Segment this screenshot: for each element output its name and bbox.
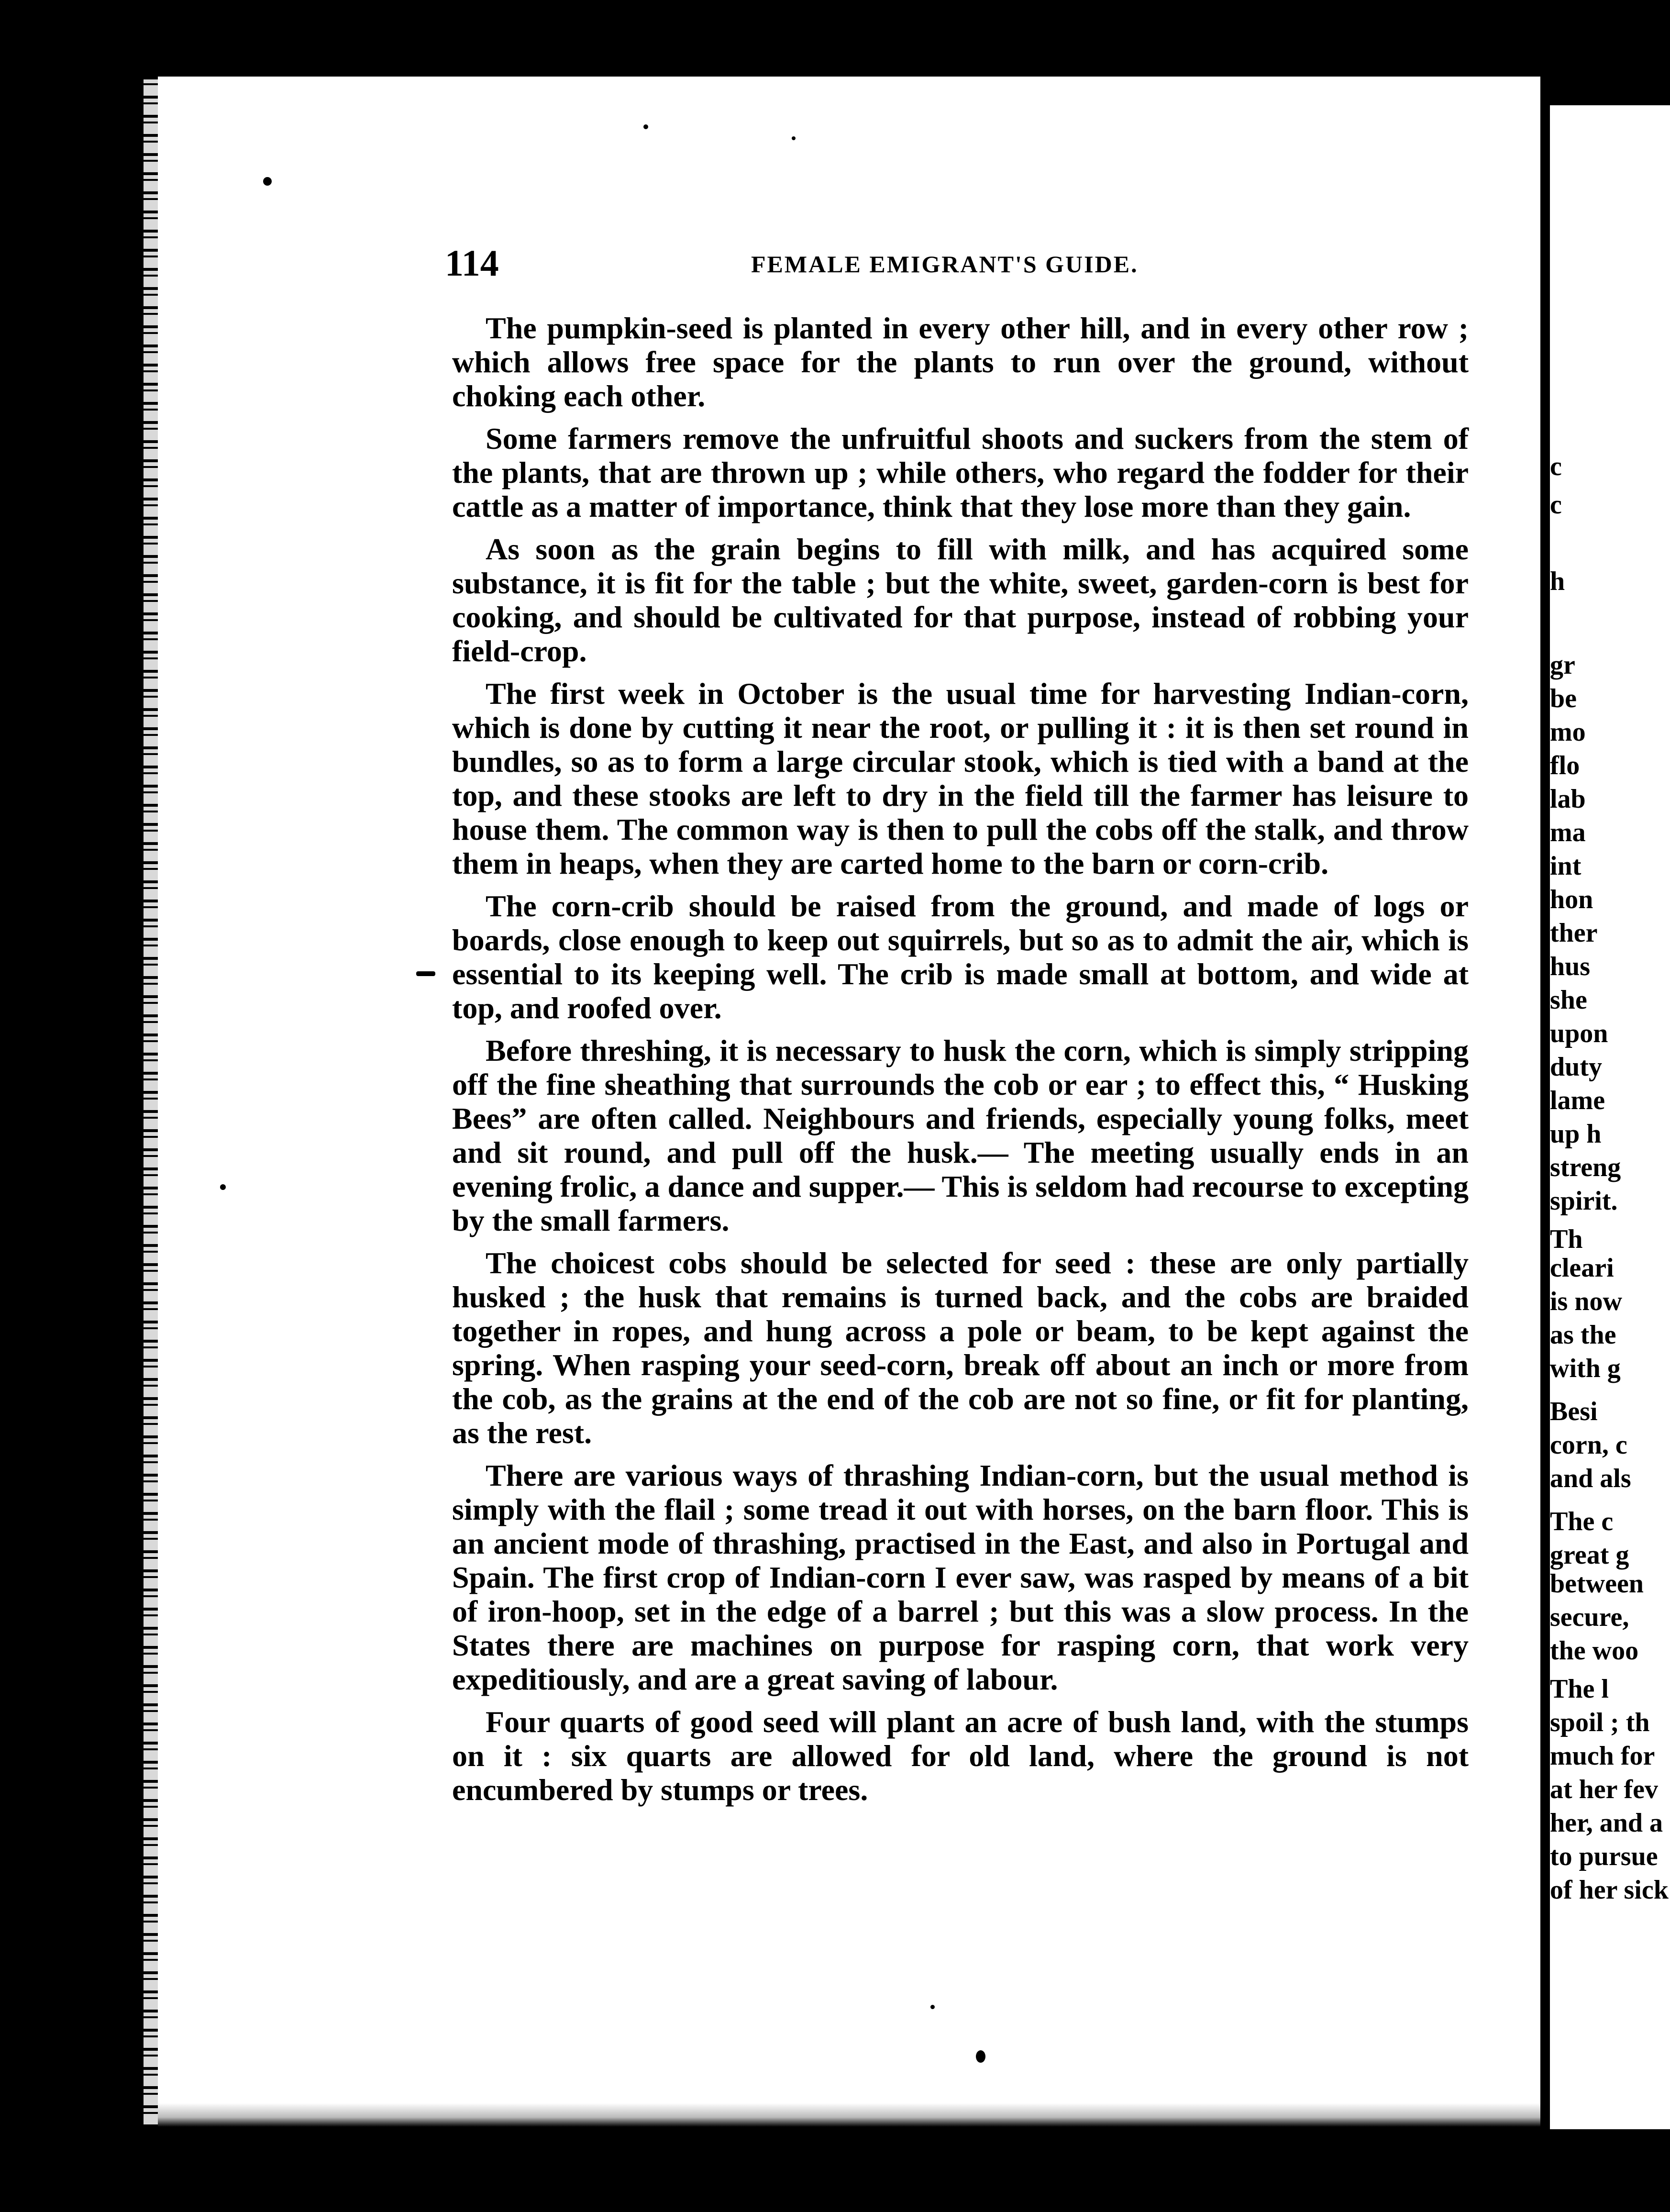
next-page-fragment: secure, xyxy=(1550,1602,1629,1632)
next-page-fragment: of her sick xyxy=(1550,1875,1669,1905)
next-page-fragment: the woo xyxy=(1550,1636,1639,1666)
scan-speck xyxy=(643,124,648,129)
next-page-fragment: c xyxy=(1550,490,1562,520)
scan-speck xyxy=(976,2050,985,2063)
next-page-edge xyxy=(1550,105,1670,2129)
next-page-fragment: c xyxy=(1550,452,1562,481)
next-page-fragment: she xyxy=(1550,985,1587,1015)
next-page-fragment: to pursue xyxy=(1550,1842,1658,1871)
next-page-fragment: ma xyxy=(1550,818,1586,847)
next-page-fragment: much for xyxy=(1550,1741,1655,1771)
scan-speck xyxy=(792,136,796,140)
scan-speck xyxy=(930,2005,935,2009)
next-page-fragment: int xyxy=(1550,851,1582,881)
next-page-fragment: be xyxy=(1550,684,1577,713)
next-page-fragment: hon xyxy=(1550,885,1593,914)
next-page-fragment: is now xyxy=(1550,1287,1622,1316)
next-page-fragment: at her fev xyxy=(1550,1775,1658,1804)
next-page-fragment: Besi xyxy=(1550,1397,1598,1426)
next-page-fragment: up h xyxy=(1550,1119,1602,1149)
paragraph-thrashing: There are various ways of thrashing Indian-corn, but the usual method is simply with the flail ; some tread it out with horses, on the barn floor. This is an ancient mode of thrashing, practised in the East, and also in Portugal and Spain. The first crop of Indian-corn I ever saw, was rasped by means of a bit of iron-hoop, set in the edge of a barrel ; but this was a slow process. In the States there are machines on purpose for rasping corn, that work very expeditiously, and are a great saving of labour. xyxy=(452,1458,1469,1696)
page-number: 114 xyxy=(445,242,499,284)
next-page-fragment: streng xyxy=(1550,1153,1621,1182)
paragraph-seed-cobs: The choicest cobs should be selected for seed : these are only partially husked ; the husk that remains is turned back, and the cobs are braided together in ropes, and hung across a pole or beam, to be kept against the spring. When rasping your seed-corn, break off about an inch or more from the cob, as the grains at the end of the cob are not so fine, or fit for planting, as the rest. xyxy=(452,1246,1469,1450)
body-text xyxy=(452,311,1469,1815)
paragraph-harvesting: The first week in October is the usual time for harvesting Indian-corn, which is done by cutting it near the root, or pulling it : it is then set round in bundles, so as to form a large circular stook, which is tied with a band at the top, and these stooks are left to dry in the field till the farmer has leisure to house them. The common way is then to pull the cobs off the stalk, and throw them in heaps, when they are carted home to the barn or corn-crib. xyxy=(452,677,1469,880)
next-page-fragment: her, and a xyxy=(1550,1808,1663,1838)
next-page-fragment: between xyxy=(1550,1569,1644,1599)
scan-speck xyxy=(416,971,435,976)
running-head: FEMALE EMIGRANT'S GUIDE. xyxy=(751,251,1139,278)
scan-speck xyxy=(263,177,272,186)
next-page-fragment: mo xyxy=(1550,717,1586,747)
next-page-fragment: lab xyxy=(1550,784,1586,814)
next-page-fragment: gr xyxy=(1550,650,1575,680)
page-header xyxy=(445,242,1210,285)
paragraph-quarts: Four quarts of good seed will plant an acre of bush land, with the stumps on it : six quarts are allowed for old land, where the ground is not encumbered by stumps or trees. xyxy=(452,1705,1469,1807)
next-page-fragment: as the xyxy=(1550,1320,1616,1350)
next-page-fragment: h xyxy=(1550,567,1565,596)
next-page-fragment: upon xyxy=(1550,1019,1608,1048)
page-bottom-edge xyxy=(158,2103,1540,2127)
next-page-fragment: cleari xyxy=(1550,1253,1614,1283)
paragraph-corn-crib: The corn-crib should be raised from the ground, and made of logs or boards, close enough to keep out squirrels, but so as to admit the air, which is essential to its keeping well. The crib is made small at bottom, and wide at top, and roofed over. xyxy=(452,889,1469,1025)
paragraph-grain-milk: As soon as the grain begins to fill with milk, and has acquired some substance, it is fit for the table ; but the white, sweet, garden-corn is best for cooking, and should be cultivated for that purpose, instead of robbing your field-crop. xyxy=(452,532,1469,668)
next-page-fragment: spoil ; th xyxy=(1550,1708,1650,1737)
next-page-fragment: Th xyxy=(1550,1224,1583,1254)
next-page-fragment: corn, c xyxy=(1550,1430,1627,1460)
next-page-fragment: hus xyxy=(1550,952,1591,981)
next-page-fragment: flo xyxy=(1550,751,1580,780)
next-page-fragment: spirit. xyxy=(1550,1186,1618,1216)
next-page-fragment: with g xyxy=(1550,1354,1621,1383)
next-page-fragment: duty xyxy=(1550,1052,1602,1082)
scan-speck xyxy=(220,1184,226,1190)
paragraph-husking: Before threshing, it is necessary to husk the corn, which is simply stripping off the fine sheathing that surrounds the cob or ear ; to effect this, “ Husking Bees” are often called. Neighbours and friends, especially young folks, meet and sit round, and pull off the husk.— The meeting usually ends in an evening frolic, a dance and supper.— This is seldom had recourse to excepting by the small farmers. xyxy=(452,1034,1469,1237)
next-page-fragment: ther xyxy=(1550,918,1598,948)
next-page-fragment: lame xyxy=(1550,1086,1605,1115)
next-page-fragment: The c xyxy=(1550,1507,1614,1536)
next-page-fragment: and als xyxy=(1550,1464,1631,1493)
paragraph-pumpkin-seed: The pumpkin-seed is planted in every other hill, and in every other row ; which allows free space for the plants to run over the ground, without choking each other. xyxy=(452,311,1469,413)
paragraph-unfruitful-shoots: Some farmers remove the unfruitful shoots and suckers from the stem of the plants, that are thrown up ; while others, who regard the fodder for their cattle as a matter of importance, think that they lose more than they gain. xyxy=(452,422,1469,523)
next-page-fragment: The l xyxy=(1550,1674,1609,1704)
next-page-fragment: great g xyxy=(1550,1540,1629,1570)
